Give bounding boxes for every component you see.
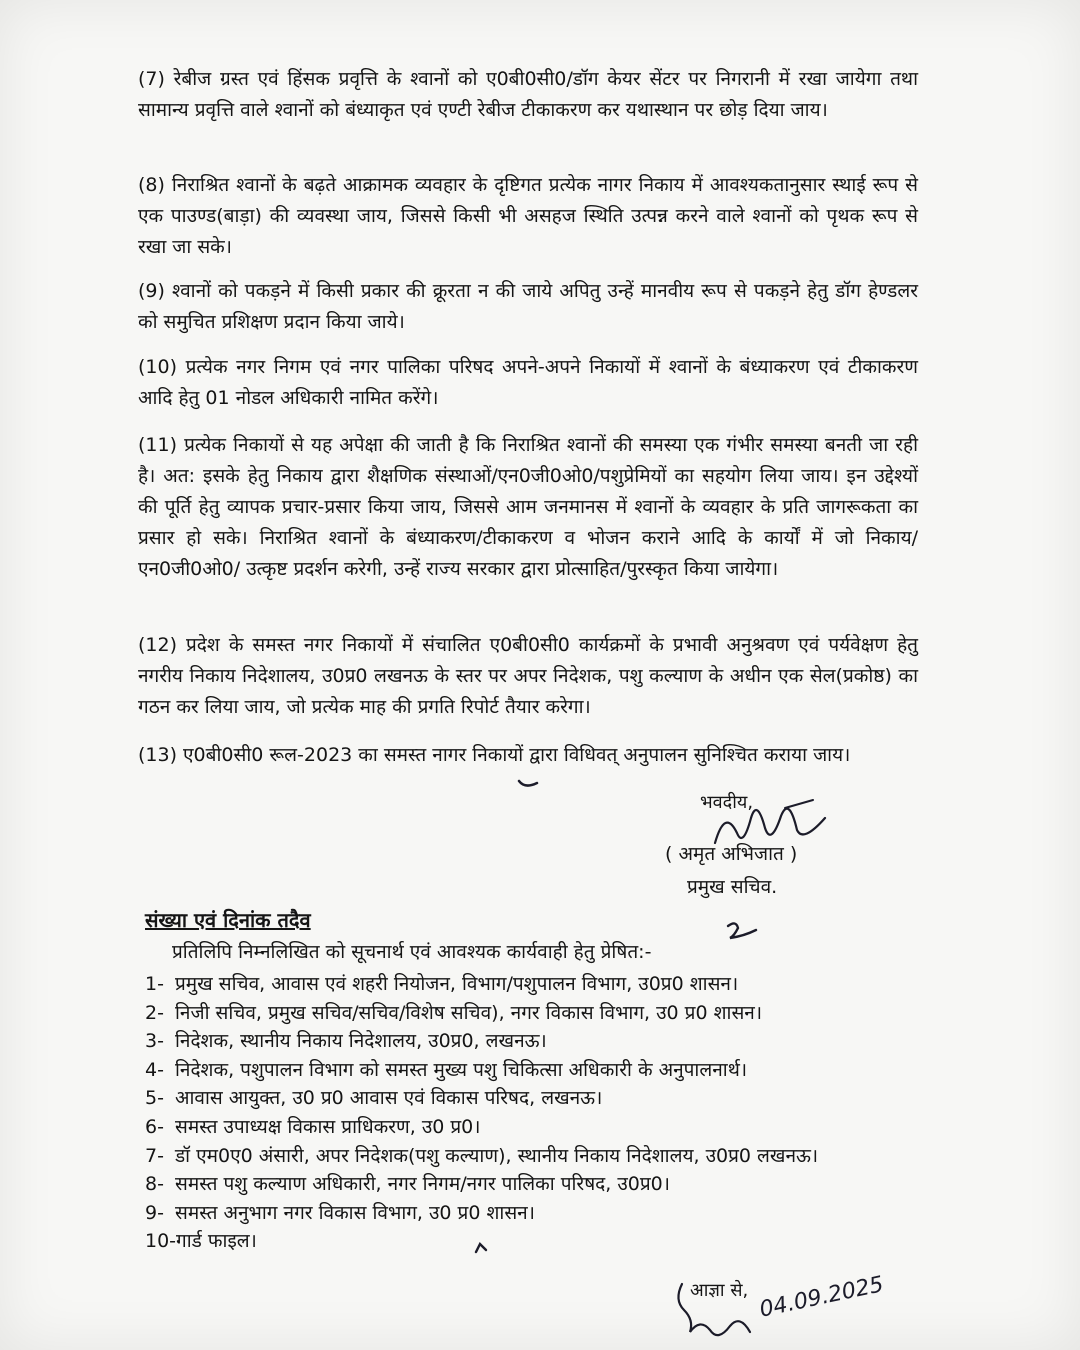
copy-item-number: 5- (145, 1087, 164, 1110)
copy-item-number: 10- (145, 1230, 177, 1253)
copy-item-text: समस्त पशु कल्याण अधिकारी, नगर निगम/नगर पालिका परिषद, उ0प्र0। (175, 1173, 670, 1196)
copy-intro: प्रतिलिपि निम्नलिखित को सूचनार्थ एवं आवश्यक कार्यवाही हेतु प्रेषित:- (172, 941, 652, 963)
copy-item-number: 7- (145, 1144, 164, 1167)
copy-item-number: 1- (145, 973, 164, 995)
paragraph-10: (10) प्रत्येक नगर निगम एवं नगर पालिका परिषद अपने-अपने निकायों में श्वानों के बंध्याकरण एवं टीकाकरण आदि हेतु 01 नोडल अधिकारी नामित करेंगे। (138, 356, 918, 409)
copy-list-item (145, 1142, 925, 1171)
copy-list-item (145, 1113, 925, 1142)
copy-item-text: आवास आयुक्त, उ0 प्र0 आवास एवं विकास परिषद, लखनऊ। (175, 1087, 603, 1110)
copy-item-text: निजी सचिव, प्रमुख सचिव/सचिव/विशेष सचिव), नगर विकास विभाग, उ0 प्र0 शासन। (175, 1001, 763, 1024)
pen-mark (470, 1238, 494, 1258)
copy-item-number: 3- (145, 1030, 164, 1053)
copy-item-number: 8- (145, 1173, 164, 1196)
paragraph-7: (7) रेबीज ग्रस्त एवं हिंसक प्रवृत्ति के श्वानों को ए0बी0सी0/डॉग केयर सेंटर पर निगरानी में रखा जायेगा तथा सामान्य प्रवृत्ति वाले श्वानों को बंध्याकृत एवं एण्टी रेबीज टीकाकरण कर यथास्थान पर छोड़ दिया जाय। (138, 68, 918, 121)
copy-list-item (145, 1199, 925, 1228)
reference-heading: संख्या एवं दिनांक तदैव (145, 908, 311, 932)
signature-salutation: भवदीय, (700, 792, 754, 813)
copy-item-text: प्रमुख सचिव, आवास एवं शहरी नियोजन, विभाग/पशुपालन विभाग, उ0प्र0 शासन। (175, 973, 739, 995)
copy-item-number: 6- (145, 1115, 164, 1138)
pen-mark (722, 918, 762, 944)
copy-list-item (145, 1227, 925, 1256)
copy-list-item (145, 1027, 925, 1056)
order-text: आज्ञा से, (690, 1280, 749, 1301)
copy-item-text: समस्त उपाध्यक्ष विकास प्राधिकरण, उ0 प्र0। (175, 1115, 481, 1138)
signature-block (645, 788, 845, 908)
copy-list-item (145, 999, 925, 1028)
copy-item-text: निदेशक, पशुपालन विभाग को समस्त मुख्य पशु चिकित्सा अधिकारी के अनुपालनार्थ। (175, 1058, 748, 1081)
paragraph-13: (13) ए0बी0सी0 रूल-2023 का समस्त नागर निकायों द्वारा विधिवत् अनुपालन सुनिश्चित कराया जाय। (138, 744, 851, 766)
copy-list (145, 970, 925, 1256)
copy-item-number: 2- (145, 1001, 164, 1024)
copy-item-number: 4- (145, 1058, 164, 1081)
copy-item-text: निदेशक, स्थानीय निकाय निदेशालय, उ0प्र0, लखनऊ। (175, 1030, 547, 1053)
copy-list-item (145, 1056, 925, 1085)
copy-list-item (145, 970, 925, 999)
copy-list-item (145, 1084, 925, 1113)
paragraph-8: (8) निराश्रित श्वानों के बढ़ते आक्रामक व्यवहार के दृष्टिगत प्रत्येक नागर निकाय में आवश्यकतानुसार स्थाई रूप से एक पाउण्ड(बाड़ा) की व्यवस्था जाय, जिससे किसी भी असहज स्थिति उत्पन्न करने वाले श्वानों को पृथक रूप से रखा जा सके। (138, 174, 918, 258)
copy-item-text: डॉ एम0ए0 अंसारी, अपर निदेशक(पशु कल्याण), स्थानीय निकाय निदेशालय, उ0प्र0 लखनऊ। (175, 1144, 819, 1167)
order-date: 04.09.2025 (757, 1272, 886, 1323)
order-signature-block (670, 1270, 910, 1350)
paragraph-12: (12) प्रदेश के समस्त नगर निकायों में संचालित ए0बी0सी0 कार्यक्रमों के प्रभावी अनुश्रवण एवं पर्यवेक्षण हेतु नगरीय निकाय निदेशालय, उ0प्र0 लखनऊ के स्तर पर अपर निदेशक, पशु कल्याण के अधीन एक सेल(प्रकोष्ठ) का गठन कर लिया जाय, जो प्रत्येक माह की प्रगति रिपोर्ट तैयार करेगा। (138, 634, 918, 718)
copy-list-item (145, 1170, 925, 1199)
paragraph-9: (9) श्वानों को पकड़ने में किसी प्रकार की क्रूरता न की जाये अपितु उन्हें मानवीय रूप से पकड़ने हेतु डॉग हेण्डलर को समुचित प्रशिक्षण प्रदान किया जाये। (138, 280, 918, 333)
paragraph-11: (11) प्रत्येक निकायों से यह अपेक्षा की जाती है कि निराश्रित श्वानों की समस्या एक गंभीर समस्या बनती जा रही है। अत: इसके हेतु निकाय द्वारा शैक्षणिक संस्थाओं/एन0जी0ओ0/पशुप्रेमियों का सहयोग लिया जाय। इन उद्देश्यों की पूर्ति हेतु व्यापक प्रचार-प्रसार किया जाय, जिससे आम जनमानस में श्वानों के व्यवहार के प्रति जागरूकता का प्रसार हो सके। निराश्रित श्वानों के बंध्याकरण/टीकाकरण व भोजन कराने आदि के कार्यों में जो निकाय/एन0जी0ओ0/ उत्कृष्ट प्रदर्शन करेगी, उन्हें राज्य सरकार द्वारा प्रोत्साहित/पुरस्कृत किया जायेगा। (138, 434, 918, 580)
signatory-name: ( अमृत अभिजात ) (665, 843, 798, 865)
copy-item-text: समस्त अनुभाग नगर विकास विभाग, उ0 प्र0 शासन। (175, 1201, 535, 1224)
pen-tick-mark (515, 775, 545, 795)
copy-item-number: 9- (145, 1201, 164, 1224)
copy-item-text: गार्ड फाइल। (176, 1230, 257, 1253)
signatory-designation: प्रमुख सचिव. (687, 876, 778, 898)
